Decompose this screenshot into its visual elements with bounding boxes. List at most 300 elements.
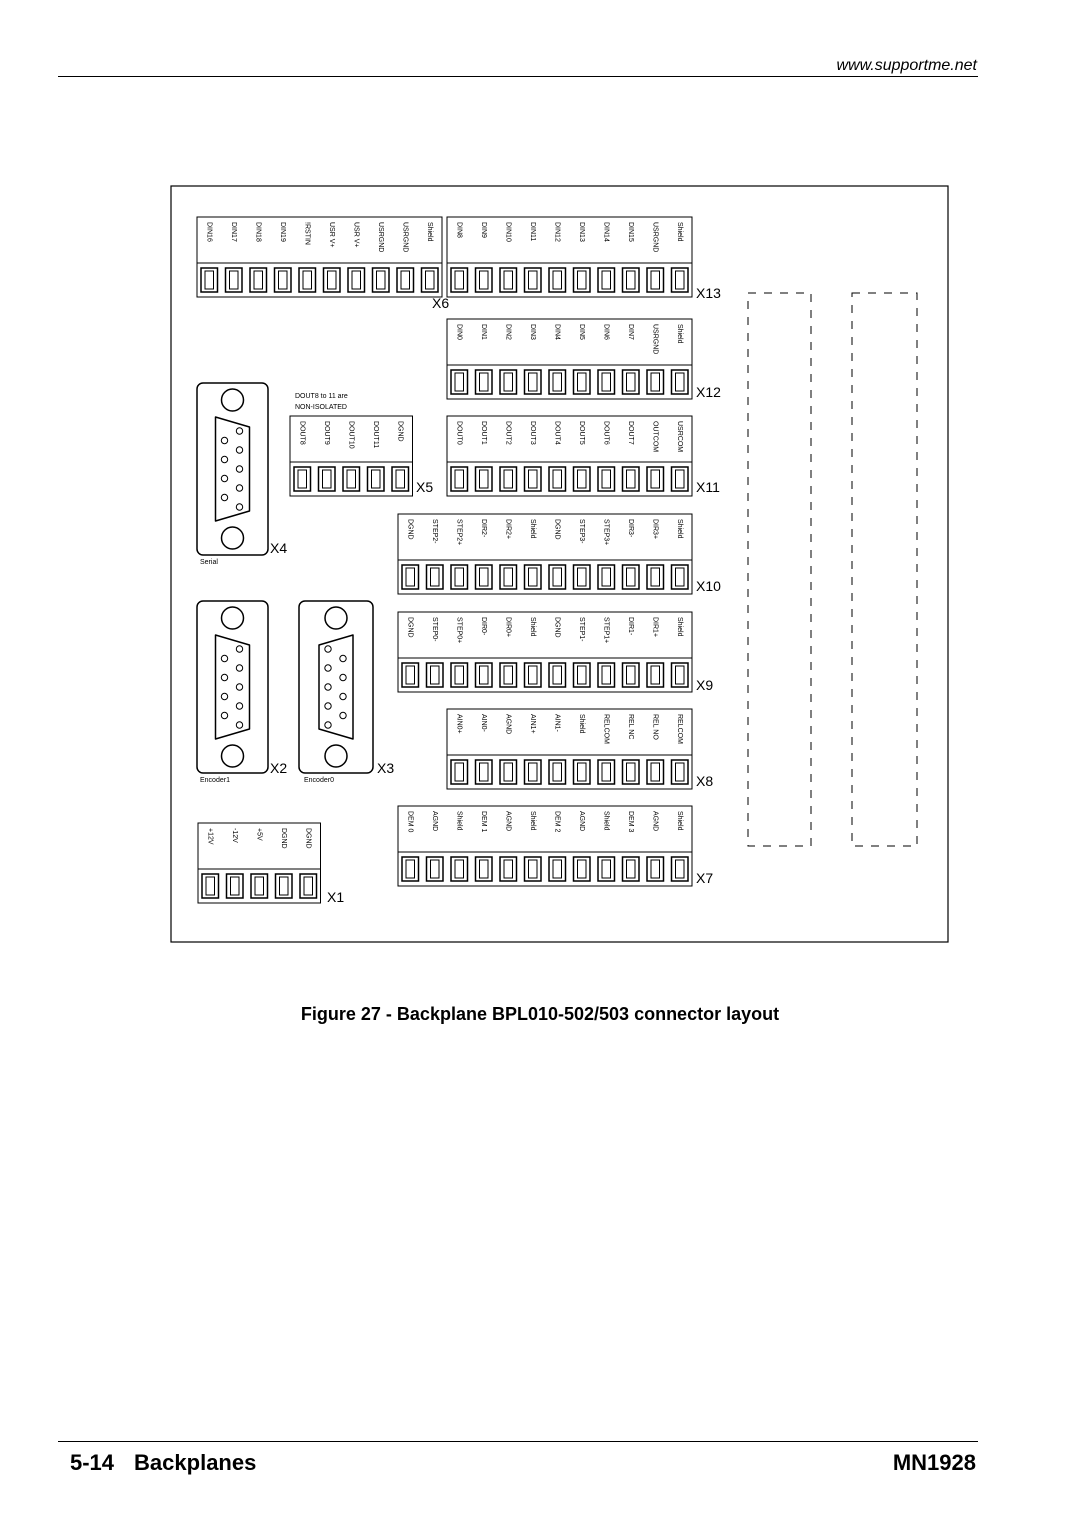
- pin-label: DIN11: [528, 222, 536, 242]
- dsub-pin: [221, 674, 227, 680]
- dsub-pin: [340, 655, 346, 661]
- connector-label: X3: [377, 760, 395, 776]
- terminal-screw: [250, 268, 267, 292]
- terminal-screw: [476, 268, 493, 292]
- terminal-inner: [401, 271, 410, 289]
- terminal-inner: [255, 877, 264, 895]
- dsub-pin: [221, 475, 227, 481]
- terminal-screw: [319, 467, 336, 491]
- pin-label: +5V: [255, 828, 263, 841]
- pin-label: AGND: [651, 811, 659, 832]
- terminal-inner: [627, 373, 636, 391]
- terminal-screw: [299, 268, 316, 292]
- terminal-screw: [500, 370, 517, 394]
- dsub-pin: [236, 703, 242, 709]
- pin-label: DIN13: [577, 222, 585, 242]
- terminal-inner: [480, 763, 489, 781]
- pin-label: DOUT10: [347, 421, 355, 449]
- terminal-screw: [392, 467, 409, 491]
- terminal-inner: [280, 877, 289, 895]
- terminal-screw: [647, 565, 664, 589]
- terminal-screw: [227, 874, 244, 898]
- mounting-hole: [222, 607, 244, 629]
- serial-label: Serial: [200, 559, 218, 566]
- connector-X5: [290, 416, 433, 496]
- terminal-screw: [500, 467, 517, 491]
- dsub-face: [319, 635, 353, 739]
- connector-X10: [398, 514, 721, 594]
- terminal-inner: [396, 470, 405, 488]
- terminal-screw: [647, 663, 664, 687]
- terminal-inner: [676, 860, 685, 878]
- terminal-screw: [672, 268, 689, 292]
- pin-label: Shield: [675, 811, 683, 831]
- encoder0-label: Encoder0: [304, 777, 334, 784]
- pin-label: Shield: [675, 617, 683, 637]
- pin-label: Shield: [455, 811, 463, 831]
- terminal-inner: [303, 271, 312, 289]
- terminal-screw: [647, 857, 664, 881]
- dsub-pin: [325, 684, 331, 690]
- terminal-inner: [480, 568, 489, 586]
- terminal-screw: [549, 370, 566, 394]
- terminal-inner: [504, 271, 513, 289]
- pin-label: USRGND: [651, 324, 659, 355]
- pin-label: DOUT3: [528, 421, 536, 445]
- dsub-pin: [236, 665, 242, 671]
- terminal-inner: [676, 373, 685, 391]
- connector-label: X2: [270, 760, 288, 776]
- pin-label: DIN1: [479, 324, 487, 340]
- mounting-hole: [325, 745, 347, 767]
- terminal-screw: [500, 760, 517, 784]
- terminal-screw: [525, 467, 542, 491]
- pin-label: DIN16: [205, 222, 213, 242]
- pin-label: STEP2+: [455, 519, 463, 546]
- terminal-inner: [328, 271, 337, 289]
- pin-label: -12V: [230, 828, 238, 843]
- terminal-screw: [623, 370, 640, 394]
- connector-label: X13: [696, 285, 721, 301]
- terminal-inner: [602, 666, 611, 684]
- terminal-inner: [206, 877, 215, 895]
- dsub-face: [216, 417, 250, 521]
- terminal-inner: [406, 568, 415, 586]
- terminal-inner: [480, 666, 489, 684]
- pin-label: USR V+: [327, 222, 335, 248]
- pin-label: DGND: [304, 828, 312, 849]
- pin-label: DIR3+: [651, 519, 659, 540]
- pin-label: DIN12: [553, 222, 561, 242]
- pin-label: DOUT8: [298, 421, 306, 445]
- dsub-pin: [236, 485, 242, 491]
- pin-label: DGND: [553, 617, 561, 638]
- terminal-inner: [627, 763, 636, 781]
- terminal-inner: [676, 568, 685, 586]
- pin-label: DOUT0: [455, 421, 463, 445]
- connector-label: X8: [696, 773, 714, 789]
- terminal-screw: [300, 874, 317, 898]
- terminal-screw: [476, 565, 493, 589]
- terminal-screw: [672, 663, 689, 687]
- dsub-pin: [221, 693, 227, 699]
- terminal-screw: [500, 857, 517, 881]
- terminal-inner: [627, 666, 636, 684]
- pin-label: DIN2: [504, 324, 512, 340]
- terminal-screw: [574, 760, 591, 784]
- terminal-inner: [347, 470, 356, 488]
- pin-label: DOUT9: [322, 421, 330, 445]
- terminal-screw: [451, 663, 468, 687]
- non-isolated-note-line1: DOUT8 to 11 are: [295, 393, 348, 400]
- footer-rule: [58, 1441, 978, 1442]
- pin-label: DIN14: [602, 222, 610, 242]
- terminal-inner: [651, 271, 660, 289]
- terminal-inner: [504, 470, 513, 488]
- terminal-screw: [476, 857, 493, 881]
- terminal-screw: [574, 268, 591, 292]
- connector-label: X6: [432, 295, 450, 311]
- terminal-screw: [294, 467, 311, 491]
- terminal-inner: [254, 271, 263, 289]
- pin-label: DIN5: [577, 324, 585, 340]
- terminal-screw: [623, 268, 640, 292]
- terminal-inner: [529, 860, 538, 878]
- connector-X9: [398, 612, 713, 693]
- terminal-screw: [201, 268, 218, 292]
- terminal-inner: [455, 568, 464, 586]
- terminal-screw: [525, 663, 542, 687]
- pin-label: DIN3: [528, 324, 536, 340]
- pin-label: DIR0+: [504, 617, 512, 638]
- dsub-pin: [236, 684, 242, 690]
- pin-label: DIN15: [626, 222, 634, 242]
- terminal-screw: [647, 268, 664, 292]
- terminal-screw: [476, 467, 493, 491]
- terminal-inner: [431, 568, 440, 586]
- terminal-inner: [377, 271, 386, 289]
- terminal-inner: [406, 860, 415, 878]
- terminal-screw: [598, 857, 615, 881]
- terminal-screw: [422, 268, 439, 292]
- pin-label: DIN6: [602, 324, 610, 340]
- terminal-inner: [553, 568, 562, 586]
- pin-label: USRGND: [376, 222, 384, 253]
- pin-label: DIR1+: [651, 617, 659, 638]
- connector-label: X4: [270, 540, 288, 556]
- mounting-hole: [325, 607, 347, 629]
- terminal-inner: [504, 373, 513, 391]
- pin-label: DIR1-: [626, 617, 634, 636]
- terminal-inner: [504, 860, 513, 878]
- connector-X7: [398, 806, 713, 886]
- pin-label: STEP1-: [577, 617, 585, 642]
- pin-label: DEM 2: [553, 811, 561, 833]
- pin-label: AGND: [430, 811, 438, 832]
- terminal-inner: [651, 763, 660, 781]
- pin-label: DOUT6: [602, 421, 610, 445]
- pin-label: STEP0-: [430, 617, 438, 642]
- dsub-pin: [236, 722, 242, 728]
- terminal-inner: [431, 860, 440, 878]
- dsub-face: [216, 635, 250, 739]
- terminal-screw: [598, 268, 615, 292]
- terminal-screw: [672, 760, 689, 784]
- terminal-inner: [529, 568, 538, 586]
- terminal-inner: [480, 271, 489, 289]
- terminal-inner: [651, 860, 660, 878]
- dsub-pin: [325, 665, 331, 671]
- pin-label: DIN19: [278, 222, 286, 242]
- terminal-inner: [627, 271, 636, 289]
- connector-X8: [447, 709, 713, 789]
- terminal-screw: [647, 760, 664, 784]
- section-number: 5-14: [70, 1450, 115, 1475]
- connector-label: X7: [696, 870, 714, 886]
- pin-label: +12V: [206, 828, 214, 845]
- terminal-screw: [623, 857, 640, 881]
- terminal-inner: [426, 271, 435, 289]
- terminal-inner: [529, 373, 538, 391]
- dsub-shell: [197, 383, 268, 555]
- terminal-inner: [602, 860, 611, 878]
- terminal-screw: [402, 565, 419, 589]
- non-isolated-note-line2: NON-ISOLATED: [295, 404, 347, 411]
- pin-label: DOUT11: [371, 421, 379, 449]
- connector-X6: [197, 217, 449, 311]
- pin-label: DGND: [279, 828, 287, 849]
- pin-label: DIR2+: [504, 519, 512, 540]
- terminal-screw: [451, 467, 468, 491]
- pin-label: Shield: [528, 617, 536, 637]
- terminal-inner: [553, 470, 562, 488]
- terminal-inner: [602, 763, 611, 781]
- terminal-screw: [549, 760, 566, 784]
- terminal-screw: [402, 663, 419, 687]
- pin-label: DIN7: [626, 324, 634, 340]
- terminal-inner: [480, 860, 489, 878]
- terminal-inner: [676, 271, 685, 289]
- terminal-screw: [672, 565, 689, 589]
- pin-label: DIN9: [479, 222, 487, 238]
- pin-label: DGND: [406, 617, 414, 638]
- terminal-inner: [676, 666, 685, 684]
- terminal-screw: [525, 268, 542, 292]
- connector-X11: [447, 416, 720, 496]
- terminal-screw: [402, 857, 419, 881]
- terminal-screw: [525, 760, 542, 784]
- terminal-screw: [574, 370, 591, 394]
- terminal-block-outline: [398, 514, 692, 594]
- terminal-inner: [578, 568, 587, 586]
- terminal-inner: [455, 470, 464, 488]
- pin-label: AIN1-: [553, 714, 561, 732]
- connector-label: X12: [696, 384, 721, 400]
- terminal-screw: [672, 857, 689, 881]
- pin-label: DGND: [553, 519, 561, 540]
- terminal-inner: [529, 470, 538, 488]
- terminal-inner: [304, 877, 313, 895]
- terminal-screw: [343, 467, 360, 491]
- terminal-screw: [525, 565, 542, 589]
- encoder1-label: Encoder1: [200, 777, 230, 784]
- terminal-block-outline: [398, 612, 692, 692]
- terminal-inner: [627, 860, 636, 878]
- terminal-screw: [598, 760, 615, 784]
- terminal-screw: [348, 268, 365, 292]
- terminal-screw: [647, 467, 664, 491]
- terminal-screw: [275, 268, 292, 292]
- terminal-inner: [578, 860, 587, 878]
- pin-label: STEP3-: [577, 519, 585, 544]
- dsub-shell: [299, 601, 373, 773]
- terminal-screw: [598, 565, 615, 589]
- terminal-inner: [651, 373, 660, 391]
- terminal-inner: [279, 271, 288, 289]
- dsub-pin: [221, 655, 227, 661]
- dsub-pin: [325, 646, 331, 652]
- pin-label: Shield: [675, 324, 683, 344]
- pin-label: Shield: [675, 222, 683, 242]
- terminal-inner: [627, 470, 636, 488]
- pin-label: RELCOM: [675, 714, 683, 744]
- terminal-screw: [623, 760, 640, 784]
- connector-label: X9: [696, 677, 714, 693]
- terminal-screw: [324, 268, 341, 292]
- terminal-screw: [598, 370, 615, 394]
- terminal-inner: [602, 373, 611, 391]
- terminal-inner: [504, 666, 513, 684]
- header-url: www.supportme.net: [836, 57, 977, 74]
- pin-label: DIR0-: [479, 617, 487, 636]
- pin-label: Shield: [577, 714, 585, 734]
- pin-label: DIN10: [504, 222, 512, 242]
- terminal-inner: [578, 666, 587, 684]
- terminal-screw: [623, 565, 640, 589]
- terminal-inner: [455, 373, 464, 391]
- pin-label: USR V+: [352, 222, 360, 248]
- terminal-inner: [578, 763, 587, 781]
- terminal-inner: [627, 568, 636, 586]
- connector-label: X1: [327, 889, 345, 905]
- pin-label: DIN4: [553, 324, 561, 340]
- pin-label: DIN8: [455, 222, 463, 238]
- terminal-screw: [549, 663, 566, 687]
- pin-label: AIN0+: [455, 714, 463, 734]
- pin-label: DOUT7: [626, 421, 634, 445]
- terminal-inner: [553, 763, 562, 781]
- terminal-screw: [451, 857, 468, 881]
- terminal-blocks: [197, 217, 721, 905]
- pin-label: AIN0-: [479, 714, 487, 732]
- terminal-screw: [647, 370, 664, 394]
- terminal-screw: [427, 565, 444, 589]
- terminal-screw: [574, 663, 591, 687]
- pin-label: !RSTIN: [303, 222, 311, 245]
- terminal-inner: [529, 763, 538, 781]
- terminal-inner: [372, 470, 381, 488]
- dsub-X4: [197, 383, 287, 556]
- connector-X13: [447, 217, 721, 301]
- terminal-inner: [205, 271, 214, 289]
- terminal-screw: [549, 857, 566, 881]
- dsub-pin: [325, 722, 331, 728]
- terminal-inner: [455, 666, 464, 684]
- pin-label: Shield: [528, 811, 536, 831]
- mounting-hole: [222, 527, 244, 549]
- terminal-inner: [602, 470, 611, 488]
- terminal-inner: [323, 470, 332, 488]
- terminal-inner: [431, 666, 440, 684]
- terminal-screw: [451, 370, 468, 394]
- terminal-inner: [455, 860, 464, 878]
- terminal-inner: [480, 470, 489, 488]
- pin-label: RELCOM: [602, 714, 610, 744]
- terminal-screw: [226, 268, 243, 292]
- terminal-screw: [500, 268, 517, 292]
- dsub-X3: [299, 601, 394, 776]
- document-id: MN1928: [892, 1450, 976, 1475]
- pin-label: DGND: [396, 421, 404, 442]
- terminal-screw: [276, 874, 293, 898]
- dsub-pin: [236, 504, 242, 510]
- expansion-slot-2: [852, 293, 917, 846]
- terminal-screw: [623, 663, 640, 687]
- dsub-pin: [236, 447, 242, 453]
- pin-label: AGND: [577, 811, 585, 832]
- pin-label: DEM 1: [479, 811, 487, 833]
- dsub-pin: [236, 466, 242, 472]
- terminal-screw: [525, 370, 542, 394]
- terminal-screw: [427, 857, 444, 881]
- pin-label: STEP2-: [430, 519, 438, 544]
- dsub-pin: [221, 712, 227, 718]
- terminal-screw: [672, 370, 689, 394]
- terminal-inner: [352, 271, 361, 289]
- terminal-screw: [500, 663, 517, 687]
- dsub-pin: [221, 494, 227, 500]
- pin-label: USRGND: [401, 222, 409, 253]
- connector-label: X10: [696, 578, 721, 594]
- dsub-shell: [197, 601, 268, 773]
- terminal-screw: [476, 760, 493, 784]
- terminal-inner: [529, 271, 538, 289]
- terminal-screw: [451, 760, 468, 784]
- terminal-inner: [298, 470, 307, 488]
- terminal-screw: [574, 565, 591, 589]
- expansion-slot-1: [748, 293, 811, 846]
- pin-label: DIR2-: [479, 519, 487, 538]
- terminal-inner: [231, 877, 240, 895]
- terminal-inner: [455, 763, 464, 781]
- pin-label: REL NO: [651, 714, 659, 740]
- pin-label: DIN0: [455, 324, 463, 340]
- terminal-inner: [480, 373, 489, 391]
- terminal-inner: [578, 271, 587, 289]
- terminal-screw: [397, 268, 414, 292]
- connector-X1: [198, 823, 344, 905]
- terminal-inner: [504, 763, 513, 781]
- pin-label: AIN1+: [528, 714, 536, 734]
- pin-label: STEP0+: [455, 617, 463, 644]
- terminal-screw: [476, 370, 493, 394]
- pin-label: STEP1+: [602, 617, 610, 644]
- pin-label: USRGND: [651, 222, 659, 253]
- dsub-pin: [221, 437, 227, 443]
- terminal-inner: [230, 271, 239, 289]
- pin-label: Shield: [425, 222, 433, 242]
- pin-label: USRCOM: [675, 421, 683, 453]
